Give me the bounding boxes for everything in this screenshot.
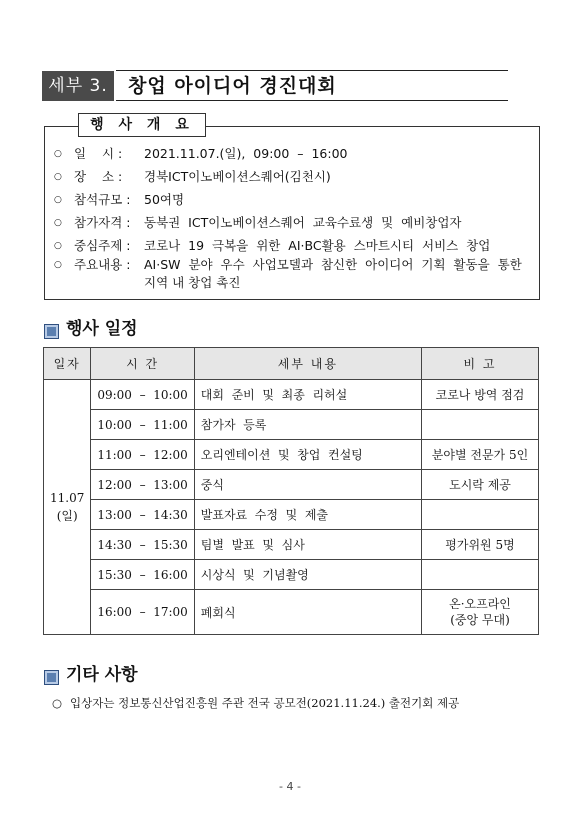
note-cell xyxy=(422,590,539,635)
header-note: 비 고 xyxy=(422,348,539,380)
time-cell: 12:00 – 13:00 xyxy=(91,470,194,500)
time-cell: 16:00 – 17:00 xyxy=(91,590,194,635)
overview-item-value: 동북권 ICT이노베이션스퀘어 교육수료생 및 예비창업자 xyxy=(144,215,462,230)
table-row xyxy=(44,470,539,500)
note-line: 평가위원 5명 xyxy=(445,537,515,552)
time-cell: 10:00 – 11:00 xyxy=(91,410,194,440)
circle-bullet-icon: ○ xyxy=(54,149,62,159)
circle-bullet-icon: ○ xyxy=(52,696,63,710)
note-cell xyxy=(422,500,539,530)
overview-item-continuation: 지역 내 창업 촉진 xyxy=(144,275,241,290)
table-row xyxy=(44,440,539,470)
overview-item-label: 중심주제 : xyxy=(74,238,131,253)
overview-item-label: 주요내용 : xyxy=(74,257,131,272)
table-row xyxy=(44,410,539,440)
overview-item xyxy=(54,256,522,274)
overview-item xyxy=(54,214,462,232)
circle-bullet-icon: ○ xyxy=(54,195,62,205)
overview-item-value: 50여명 xyxy=(144,192,185,207)
circle-bullet-icon: ○ xyxy=(54,172,62,182)
header-time: 시 간 xyxy=(91,348,194,380)
section-title-rule-bottom xyxy=(116,100,508,101)
table-row xyxy=(44,500,539,530)
table-row xyxy=(44,530,539,560)
page-number: - 4 - xyxy=(279,780,301,793)
schedule-heading: 행사 일정 xyxy=(66,319,138,339)
circle-bullet-icon: ○ xyxy=(54,241,62,251)
detail-cell: 폐회식 xyxy=(194,590,421,635)
note-cell xyxy=(422,410,539,440)
square-bullet-icon xyxy=(44,324,59,339)
note-cell xyxy=(422,380,539,410)
overview-item xyxy=(54,237,490,255)
detail-cell: 발표자료 수정 및 제출 xyxy=(194,500,421,530)
note-line: 분야별 전문가 5인 xyxy=(431,447,529,462)
time-cell: 09:00 – 10:00 xyxy=(91,380,194,410)
time-cell: 15:30 – 16:00 xyxy=(91,560,194,590)
section-title: 창업 아이디어 경진대회 xyxy=(128,75,337,97)
detail-cell: 팀별 발표 및 심사 xyxy=(194,530,421,560)
date-cell xyxy=(44,380,91,635)
other-item xyxy=(52,694,459,712)
table-row xyxy=(44,380,539,410)
overview-item-value: 코로나 19 극복을 위한 AI·BC활용 스마트시티 서비스 창업 xyxy=(144,238,491,253)
note-line: 코로나 방역 점검 xyxy=(435,387,525,402)
note-line: 온·오프라인 xyxy=(449,597,511,611)
note-cell xyxy=(422,470,539,500)
square-bullet-icon xyxy=(44,670,59,685)
overview-item xyxy=(54,168,331,186)
overview-item-label: 장 소 : xyxy=(74,169,123,184)
overview-item-label: 참석규모 : xyxy=(74,192,131,207)
detail-cell: 중식 xyxy=(194,470,421,500)
detail-cell: 대회 준비 및 최종 리허설 xyxy=(194,380,421,410)
overview-item-value: AI·SW 분야 우수 사업모델과 참신한 아이디어 기획 활동을 통한 xyxy=(144,257,522,272)
note-line: (중앙 무대) xyxy=(450,613,510,627)
note-cell xyxy=(422,560,539,590)
overview-item xyxy=(54,145,347,163)
table-row xyxy=(44,590,539,635)
header-date: 일자 xyxy=(44,348,91,380)
table-row xyxy=(44,560,539,590)
detail-cell: 시상식 및 기념촬영 xyxy=(194,560,421,590)
section-badge: 세부 3. xyxy=(42,71,114,101)
circle-bullet-icon: ○ xyxy=(54,218,62,228)
table-header-row xyxy=(44,348,539,380)
detail-cell: 오리엔테이션 및 창업 컨설팅 xyxy=(194,440,421,470)
overview-tab-label: 행 사 개 요 xyxy=(78,113,206,137)
detail-cell: 참가자 등록 xyxy=(194,410,421,440)
note-line: 도시락 제공 xyxy=(449,477,511,492)
overview-item-value: 2021.11.07.(일), 09:00 – 16:00 xyxy=(144,146,348,161)
circle-bullet-icon: ○ xyxy=(54,260,62,270)
overview-item-label: 참가자격 : xyxy=(74,215,131,230)
date-line: 11.07 xyxy=(50,491,85,505)
note-cell xyxy=(422,530,539,560)
date-line: (일) xyxy=(56,509,78,523)
other-heading: 기타 사항 xyxy=(66,665,138,685)
note-cell xyxy=(422,440,539,470)
header-detail: 세부 내용 xyxy=(194,348,421,380)
overview-item-value: 경북ICT이노베이션스퀘어(김천시) xyxy=(144,169,331,184)
overview-item xyxy=(54,191,184,209)
time-cell: 13:00 – 14:30 xyxy=(91,500,194,530)
time-cell: 11:00 – 12:00 xyxy=(91,440,194,470)
time-cell: 14:30 – 15:30 xyxy=(91,530,194,560)
schedule-table xyxy=(43,347,539,635)
overview-item-label: 일 시 : xyxy=(74,146,123,161)
other-item-text: 입상자는 정보통신산업진흥원 주관 전국 공모전(2021.11.24.) 출전기회 제공 xyxy=(70,696,460,710)
